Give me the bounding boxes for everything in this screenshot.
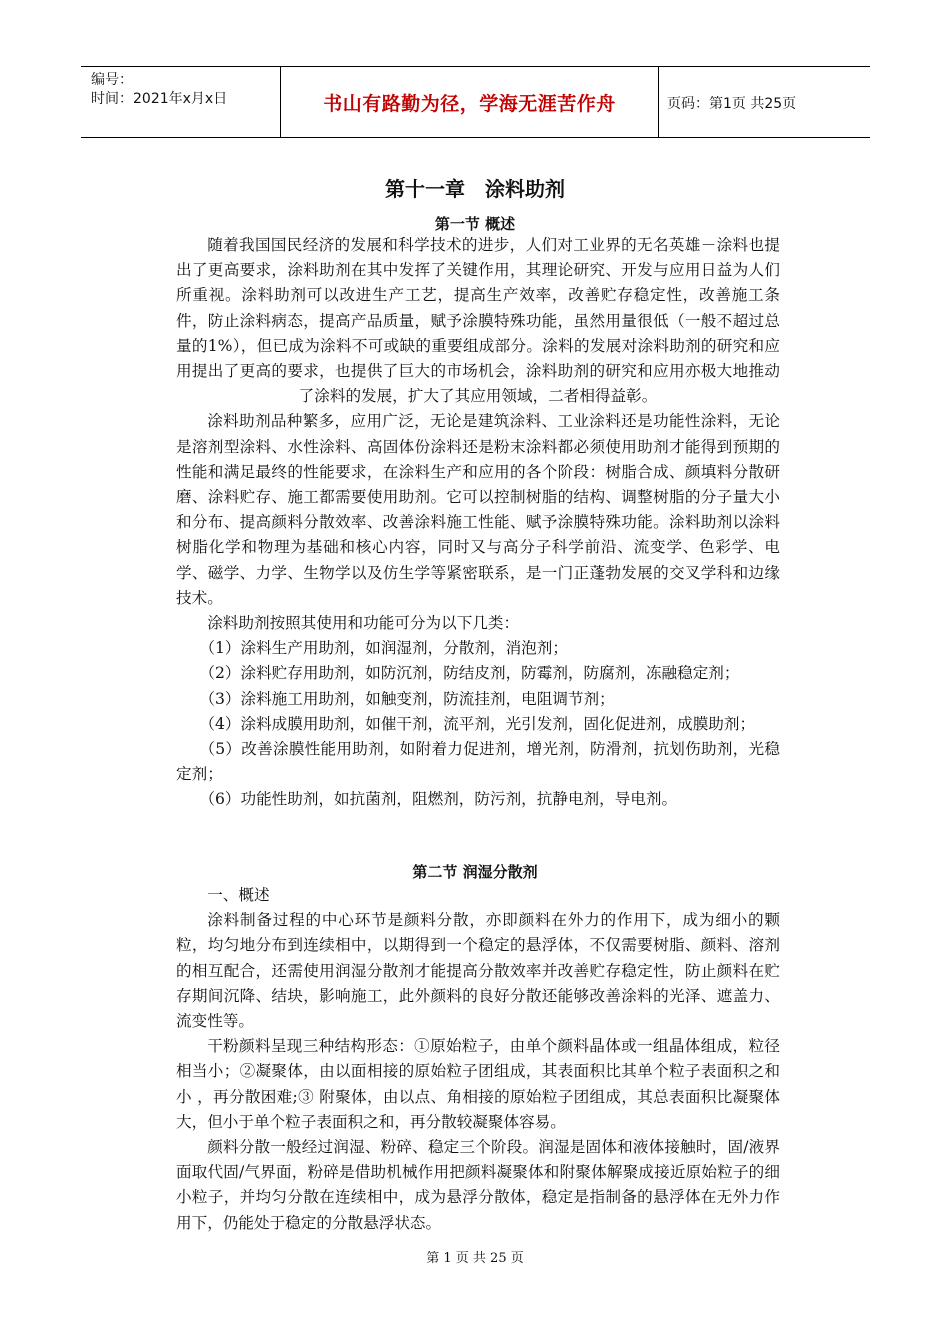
section-1-paragraph-2: 涂料助剂品种繁多，应用广泛，无论是建筑涂料、工业涂料还是功能性涂料，无论是溶剂型涂料、水性涂料、高固体份涂料还是粉末涂料都必须使用助剂才能得到预期的性能和满足最终的性能要求，在涂料生产和应用的各个阶段：树脂合成、颜填料分散研磨、涂料贮存、施工都需要使用助剂。它可以控制树脂的结构、调整树脂的分子量大小和分布、提高颜料分散效率、改善涂料施工性能、赋予涂膜特殊功能。涂料助剂以涂料树脂化学和物理为基础和核心内容，同时又与高分子科学前沿、流变学、色彩学、电学、磁学、力学、生物学以及仿生学等紧密联系，是一门正蓬勃发展的交叉学科和边缘技术。 [176, 412, 780, 607]
chapter-title: 第十一章 涂料助剂 [385, 177, 565, 201]
list-item: （4）涂料成膜用助剂，如催干剂，流平剂，光引发剂，固化促进剂，成膜助剂； [199, 714, 756, 733]
section-2-body [176, 883, 780, 1236]
list-item: （1）涂料生产用助剂，如润湿剂，分散剂，消泡剂； [199, 639, 568, 658]
section-1-paragraph-1: 随着我国国民经济的发展和科学技术的进步，人们对工业界的无名英雄－涂料也提出了更高要求，涂料助剂在其中发挥了关键作用，其理论研究、开发与应用日益为人们所重视。涂料助剂可以改进生产工艺，提高生产效率，改善贮存稳定性，改善施工条件，防止涂料病态，提高产品质量，赋予涂膜特殊功能，虽然用量很低（一般不超过总量的1%），但已成为涂料不可或缺的重要组成部分。涂料的发展对涂料助剂的研究和应用提出了更高的要求，也提供了巨大的市场机会，涂料助剂的研究和应用亦极大地推动了涂料的发展，扩大了其应用领域，二者相得益彰。 [176, 236, 780, 406]
header-page-info: 页码：第1页 共25页 [667, 96, 797, 112]
section-2-title: 第二节 润湿分散剂 [412, 863, 538, 881]
section-2-paragraph-3: 颜料分散一般经过润湿、粉碎、稳定三个阶段。润湿是固体和液体接触时，固/液界面取代固/气界面，粉碎是借助机械作用把颜料凝聚体和附聚体解聚成接近原始粒子的细小粒子，并均匀分散在连续相中，成为悬浮分散体，稳定是指制备的悬浮体在无外力作用下，仍能处于稳定的分散悬浮状态。 [176, 1138, 780, 1232]
list-item: （5）改善涂膜性能用助剂，如附着力促进剂，增光剂，防滑剂，抗划伤助剂，光稳定剂； [176, 740, 780, 784]
header-motto: 书山有路勤为径，学海无涯苦作舟 [281, 67, 659, 137]
header-table [81, 66, 870, 138]
section-2-paragraph-1: 涂料制备过程的中心环节是颜料分散，亦即颜料在外力的作用下，成为细小的颗粒，均匀地分布到连续相中，以期得到一个稳定的悬浮体，不仅需要树脂、颜料、溶剂的相互配合，还需使用润湿分散剂才能提高分散效率并改善贮存稳定性，防止颜料在贮存期间沉降、结块，影响施工，此外颜料的良好分散还能够改善涂料的光泽、遮盖力、流变性等。 [176, 911, 780, 1031]
header-left-cell [81, 67, 281, 137]
page-footer: 第 1 页 共 25 页 [426, 1251, 524, 1266]
section-1-body [176, 233, 780, 813]
list-item: （3）涂料施工用助剂，如触变剂，防流挂剂，电阻调节剂； [199, 689, 615, 708]
classification-list [176, 636, 780, 812]
document-date: 时间：2021年x月x日 [91, 91, 228, 107]
subsection-heading: 一、概述 [207, 886, 270, 904]
section-1-title: 第一节 概述 [434, 215, 516, 233]
document-number-label: 编号： [91, 72, 133, 88]
section-2-paragraph-2: 干粉颜料呈现三种结构形态：①原始粒子，由单个颜料晶体或一组晶体组成，粒径相当小；②凝聚体，由以面相接的原始粒子团组成，其表面积比其单个粒子表面积之和小 ，再分散困难;③ 附聚体，由以点、角相接的原始粒子团组成，其总表面积比凝聚体大，但小于单个粒子表面积之和，再分散较凝聚体容易。 [176, 1037, 780, 1131]
list-item: （6）功能性助剂，如抗菌剂，阻燃剂，防污剂，抗静电剂，导电剂。 [199, 790, 678, 809]
classification-intro: 涂料助剂按照其使用和功能可分为以下几类： [207, 614, 520, 633]
list-item: （2）涂料贮存用助剂，如防沉剂，防结皮剂，防霉剂，防腐剂，冻融稳定剂； [199, 664, 740, 683]
